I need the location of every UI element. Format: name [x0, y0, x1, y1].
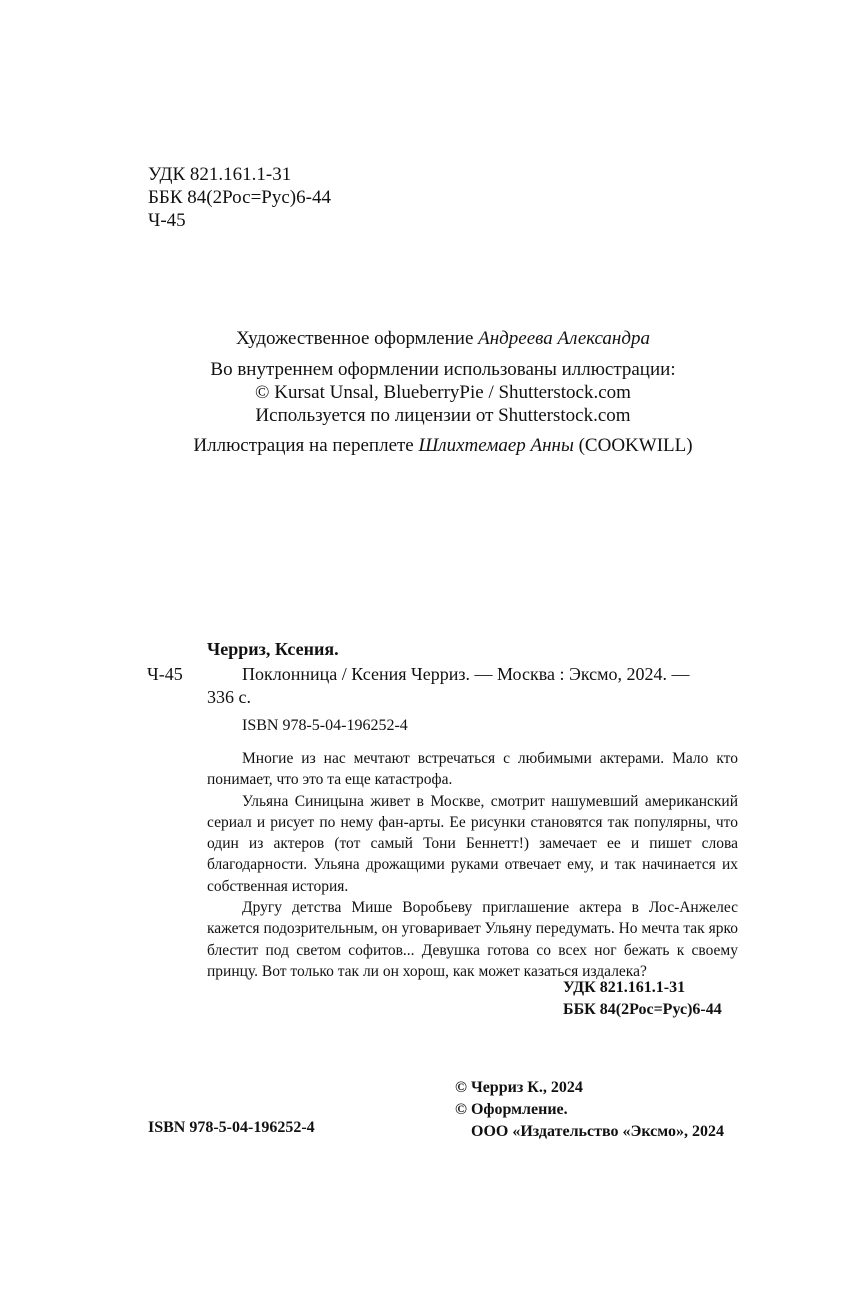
copyright-author: © Черриз К., 2024: [455, 1079, 583, 1096]
copyright-design: © Оформление.: [455, 1101, 568, 1118]
bbk-code: ББК 84(2Рос=Рус)6-44: [148, 187, 331, 208]
license-line: Используется по лицензии от Shutterstock.com: [255, 405, 631, 426]
udk-code: УДК 821.161.1-31: [148, 164, 292, 185]
cover-artist-name: Шлихтемаер Анны: [418, 435, 574, 456]
cover-credit: Иллюстрация на переплете Шлихтемаер Анны (COOKWILL): [193, 435, 693, 456]
annotation-paragraph: Ульяна Синицына живет в Москве, смотрит нашумевший американский сериал и рисует по нему фан-арты. Ее рисунки становятся так популярны, что один из актеров (тот самый Тони Беннетт!) замечает ее и пишет слова благодарности. Ульяна дрожащими руками отвечает ему, и так начинается их собственная история.: [207, 792, 738, 895]
annotation-paragraph: Многие из нас мечтают встречаться с любимыми актерами. Мало кто понимает, что это та еще катастрофа.: [207, 750, 738, 789]
annotation-codes: [563, 977, 722, 1021]
catalog-isbn: ISBN 978-5-04-196252-4: [242, 717, 408, 734]
illustrations-credit: Во внутреннем оформлении использованы иллюстрации:: [210, 359, 676, 380]
catalog-title-line: Поклонница / Ксения Черриз. — Москва : Эксмо, 2024. —: [242, 664, 690, 684]
design-credit: Художественное оформление Андреева Александра: [236, 328, 650, 349]
isbn-bottom: ISBN 978-5-04-196252-4: [148, 1119, 315, 1136]
copyright-block: [455, 1077, 724, 1143]
author-mark: Ч-45: [148, 210, 186, 231]
annotation-udk: УДК 821.161.1-31: [563, 979, 686, 996]
annotation-bbk: ББК 84(2Рос=Рус)6-44: [563, 1001, 722, 1018]
designer-name: Андреева Александра: [478, 328, 650, 349]
classification-codes: [148, 163, 331, 232]
annotation: [207, 748, 738, 982]
catalog-author-mark: Ч-45: [147, 664, 183, 684]
catalog-author: Черриз, Ксения.: [207, 639, 339, 659]
annotation-paragraph: Другу детства Мише Воробьеву приглашение актера в Лос-Анжелес кажется подозрительным, он уговаривает Ульяну передумать. Но мечта так ярко блестит под светом софитов... Девушка готова со всех ног бежать к своему принцу. Вот только так ли он хорош, как может казаться издалека?: [207, 899, 738, 980]
copyright-publisher: ООО «Издательство «Эксмо», 2024: [471, 1123, 724, 1140]
stock-copyright: © Kursat Unsal, BlueberryPie / Shutterstock.com: [255, 382, 631, 403]
catalog-pages: 336 с.: [207, 687, 251, 707]
